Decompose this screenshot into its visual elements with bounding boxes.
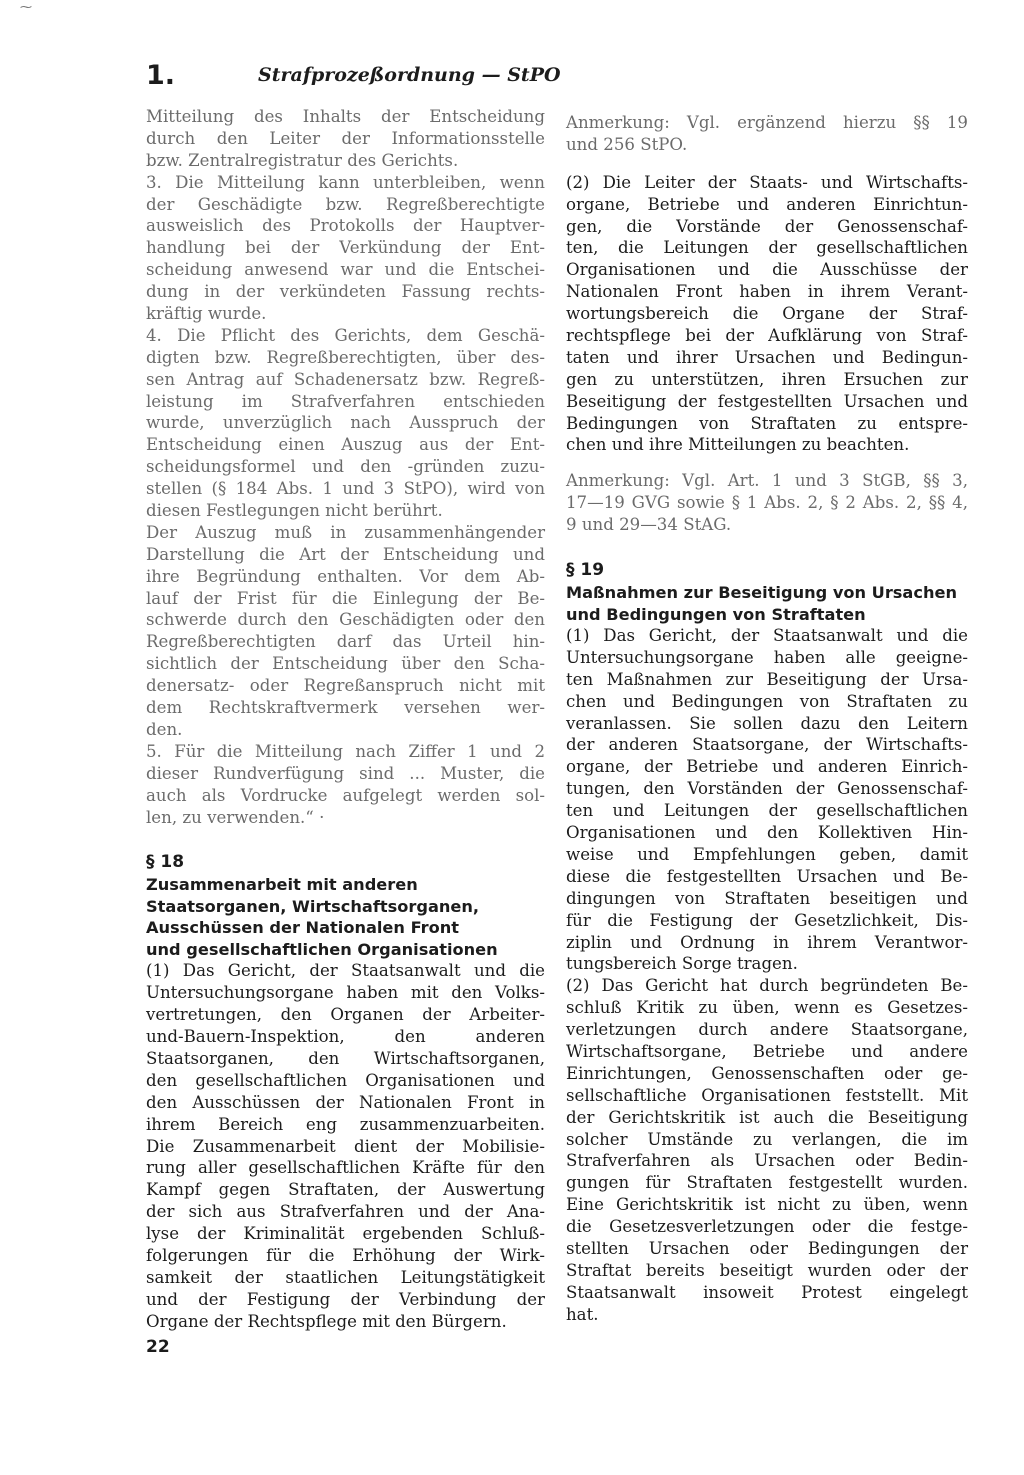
section-19-title xyxy=(566,582,968,625)
note-line: Anmerkung: Vgl. ergänzend hierzu §§ 19 xyxy=(566,113,968,132)
text-line: weise und Empfehlungen geben, damit xyxy=(566,844,968,864)
text-line: ziplin und Ordnung in ihrem Verantwor- xyxy=(566,932,968,952)
text-line: kräftig wurde. xyxy=(146,304,267,324)
text-line: Eine Gerichtskritik ist nicht zu üben, wenn xyxy=(566,1195,968,1215)
text-line: dung in der verkündeten Fassung rechts- xyxy=(146,282,545,302)
text-line: und der Festigung der Verbindung der xyxy=(146,1289,545,1309)
text-line: Nationalen Front haben in ihrem Verant- xyxy=(566,282,968,302)
text-line: leistung im Strafverfahren entschieden xyxy=(146,391,545,411)
text-line: folgerungen für die Erhöhung der Wirk- xyxy=(146,1245,545,1265)
text-line: len, zu verwenden.“ · xyxy=(146,807,325,827)
text-line: der sich aus Strafverfahren und der Ana- xyxy=(146,1202,545,1222)
text-line: gungen für Straftaten festgestellt wurden. xyxy=(566,1173,968,1193)
text-line: diesen Festlegungen nicht berührt. xyxy=(146,501,443,521)
text-line: die Gesetzesverletzungen oder die festge- xyxy=(566,1217,968,1237)
text-line: Untersuchungsorgane haben alle geeigne- xyxy=(566,647,968,667)
text-line: Wirtschaftsorgane, Betriebe und andere xyxy=(566,1041,968,1061)
text-line: Der Auszug muß in zusammenhängender xyxy=(146,522,545,542)
text-line: dieser Rundverfügung sind ... Muster, die xyxy=(146,763,545,783)
heading-line: Ausschüssen der Nationalen Front xyxy=(146,918,459,938)
text-line: bzw. Zentralregistratur des Gerichts. xyxy=(146,150,459,170)
text-line: und-Bauern-Inspektion, den anderen xyxy=(146,1027,545,1047)
text-line: rung aller gesellschaftlichen Kräfte für den xyxy=(146,1158,545,1178)
text-line: der Gerichtskritik ist auch die Beseitigung xyxy=(566,1107,968,1127)
text-line: solcher Umstände zu verlangen, die im xyxy=(566,1129,968,1149)
text-line: Entscheidung einen Auszug aus der Ent- xyxy=(146,435,545,455)
left-column xyxy=(146,106,545,1333)
text-line: sellschaftliche Organisationen feststellt. Mit xyxy=(566,1085,968,1105)
note-1 xyxy=(566,112,968,156)
text-line: den. xyxy=(146,719,183,739)
text-line: ausweislich des Protokolls der Hauptver- xyxy=(146,216,545,236)
text-line: taten und ihrer Ursachen und Bedingun- xyxy=(566,347,968,367)
text-line: ten, die Leitungen der gesellschaftlichen xyxy=(566,238,968,258)
section-19-number: § 19 xyxy=(566,560,605,581)
scan-mark: ⁓ xyxy=(20,0,32,14)
text-line: Die Zusammenarbeit dient der Mobilisie- xyxy=(146,1136,545,1156)
text-line: Organisationen und die Ausschüsse der xyxy=(566,260,968,280)
text-line: Straftat bereits beseitigt wurden oder der xyxy=(566,1260,968,1280)
text-line: chen und Bedingungen von Straftaten zu xyxy=(566,691,968,711)
text-line: lyse der Kriminalität ergebenden Schluß- xyxy=(146,1224,545,1244)
text-line: der Geschädigte bzw. Regreßberechtigte xyxy=(146,194,545,214)
text-line: Organe der Rechtspflege mit den Bürgern. xyxy=(146,1311,507,1331)
text-line: Kampf gegen Straftaten, der Auswertung xyxy=(146,1180,545,1200)
text-line: (1) Das Gericht, der Staatsanwalt und die xyxy=(146,961,545,981)
text-line: Bedingungen von Straftaten zu entspre- xyxy=(566,413,968,433)
note-line: Anmerkung: Vgl. Art. 1 und 3 StGB, §§ 3, xyxy=(566,471,968,491)
text-line: rechtspflege bei der Aufklärung von Straf- xyxy=(566,326,968,346)
text-line: ten Maßnahmen zur Beseitigung der Ursa- xyxy=(566,669,968,689)
text-line: Mitteilung des Inhalts der Entscheidung xyxy=(146,107,545,126)
text-line: Beseitigung der festgestellten Ursachen und xyxy=(566,391,968,411)
text-line: lauf der Frist für die Einlegung der Be- xyxy=(146,588,545,608)
text-line: sichtlich der Entscheidung über den Scha- xyxy=(146,654,545,674)
text-line: 5. Für die Mitteilung nach Ziffer 1 und 2 xyxy=(146,741,545,761)
page-header xyxy=(146,60,566,100)
text-line: Staatsorganen, den Wirtschaftsorganen, xyxy=(146,1048,545,1068)
chapter-title: Strafprozeßordnung — StPO xyxy=(258,64,561,86)
note-line: 9 und 29—34 StAG. xyxy=(566,515,732,535)
text-line: wortungsbereich die Organe der Straf- xyxy=(566,304,968,324)
text-line: samkeit der staatlichen Leitungstätigkeit xyxy=(146,1267,545,1287)
heading-line: Staatsorganen, Wirtschaftsorganen, xyxy=(146,896,480,916)
text-line: Einrichtungen, Genossenschaften oder ge- xyxy=(566,1063,968,1083)
text-line: 3. Die Mitteilung kann unterbleiben, wenn xyxy=(146,172,545,192)
text-line: denersatz- oder Regreßanspruch nicht mit xyxy=(146,676,545,696)
text-line: (2) Die Leiter der Staats- und Wirtschafts- xyxy=(566,172,968,192)
text-line: gen, die Vorstände der Genossenschaf- xyxy=(566,216,968,236)
text-line: durch den Leiter der Informationsstelle xyxy=(146,128,545,148)
text-line: Strafverfahren als Ursachen oder Bedin- xyxy=(566,1151,968,1171)
text-line: tungsbereich Sorge tragen. xyxy=(566,954,798,974)
text-line: organe, Betriebe und anderen Einrichtun- xyxy=(566,194,968,214)
text-line: Untersuchungsorgane haben mit den Volks- xyxy=(146,983,545,1003)
text-line: hat. xyxy=(566,1304,599,1324)
text-line: schluß Kritik zu üben, wenn es Gesetzes- xyxy=(566,998,968,1018)
text-line: dem Rechtskraftvermerk versehen wer- xyxy=(146,698,545,718)
text-line: scheidungsformel und den -gründen zuzu- xyxy=(146,457,545,477)
text-line: auch als Vordrucke aufgelegt werden sol- xyxy=(146,785,545,805)
text-line: Staatsanwalt insoweit Protest eingelegt xyxy=(566,1282,968,1302)
section-18-title xyxy=(146,874,545,960)
note-2 xyxy=(566,470,968,536)
text-line: Darstellung die Art der Entscheidung und xyxy=(146,544,545,564)
text-line: wurde, unverzüglich nach Ausspruch der xyxy=(146,413,545,433)
text-line: digten bzw. Regreßberechtigten, über des- xyxy=(146,347,545,367)
text-line: (1) Das Gericht, der Staatsanwalt und die xyxy=(566,626,968,646)
note-line: 17—19 GVG sowie § 1 Abs. 2, § 2 Abs. 2, §§ 4, xyxy=(566,493,968,513)
text-line: Regreßberechtigten darf das Urteil hin- xyxy=(146,632,545,652)
text-line: organe, der Betriebe und anderen Einrich- xyxy=(566,757,968,777)
text-line: handlung bei der Verkündung der Ent- xyxy=(146,238,545,258)
text-line: dingungen von Straftaten beseitigen und xyxy=(566,888,968,908)
text-line: ten und Leitungen der gesellschaftlichen xyxy=(566,801,968,821)
right-column xyxy=(566,112,968,1326)
text-line: vertretungen, den Organen der Arbeiter- xyxy=(146,1005,545,1025)
section-18-number: § 18 xyxy=(146,852,185,873)
text-line: stellen (§ 184 Abs. 1 und 3 StPO), wird von xyxy=(146,479,545,499)
text-line: chen und ihre Mitteilungen zu beachten. xyxy=(566,435,910,455)
text-line: Organisationen und den Kollektiven Hin- xyxy=(566,823,968,843)
text-line: stellten Ursachen oder Bedingungen der xyxy=(566,1238,968,1258)
text-line: veranlassen. Sie sollen dazu den Leitern xyxy=(566,713,968,733)
page-number: 22 xyxy=(146,1337,170,1357)
continuation-text xyxy=(146,106,545,828)
text-line: ihre Begründung enthalten. Vor dem Ab- xyxy=(146,566,545,586)
text-line: gen zu unterstützen, ihren Ersuchen zur xyxy=(566,369,968,389)
text-line: 4. Die Pflicht des Gerichts, dem Geschä- xyxy=(146,325,545,345)
text-line: schwerde durch den Geschädigten oder den xyxy=(146,610,545,630)
text-line: (2) Das Gericht hat durch begründeten Be- xyxy=(566,976,968,996)
text-line: der anderen Staatsorgane, der Wirtschafts- xyxy=(566,735,968,755)
text-line: verletzungen durch andere Staatsorgane, xyxy=(566,1020,968,1040)
heading-line: Zusammenarbeit mit anderen xyxy=(146,875,418,895)
text-line: tungen, den Vorständen der Genossenschaf- xyxy=(566,779,968,799)
text-line: den Ausschüssen der Nationalen Front in xyxy=(146,1092,545,1112)
text-line: den gesellschaftlichen Organisationen und xyxy=(146,1070,545,1090)
heading-line: und Bedingungen von Straftaten xyxy=(566,604,866,624)
heading-line: und gesellschaftlichen Organisationen xyxy=(146,939,498,959)
text-line: für die Festigung der Gesetzlichkeit, Dis- xyxy=(566,910,968,930)
note-line: und 256 StPO. xyxy=(566,134,688,154)
text-line: sen Antrag auf Schadenersatz bzw. Regreß- xyxy=(146,369,545,389)
text-line: scheidung anwesend war und die Entschei- xyxy=(146,260,545,280)
text-line: diese die festgestellten Ursachen und Be- xyxy=(566,866,968,886)
chapter-number: 1. xyxy=(146,60,176,91)
paragraph-2 xyxy=(566,172,968,457)
text-line: ihrem Bereich eng zusammenzuarbeiten. xyxy=(146,1114,545,1134)
heading-line: Maßnahmen zur Beseitigung von Ursachen xyxy=(566,583,957,603)
section-18-body xyxy=(146,960,545,1332)
section-19-body xyxy=(566,625,968,1326)
